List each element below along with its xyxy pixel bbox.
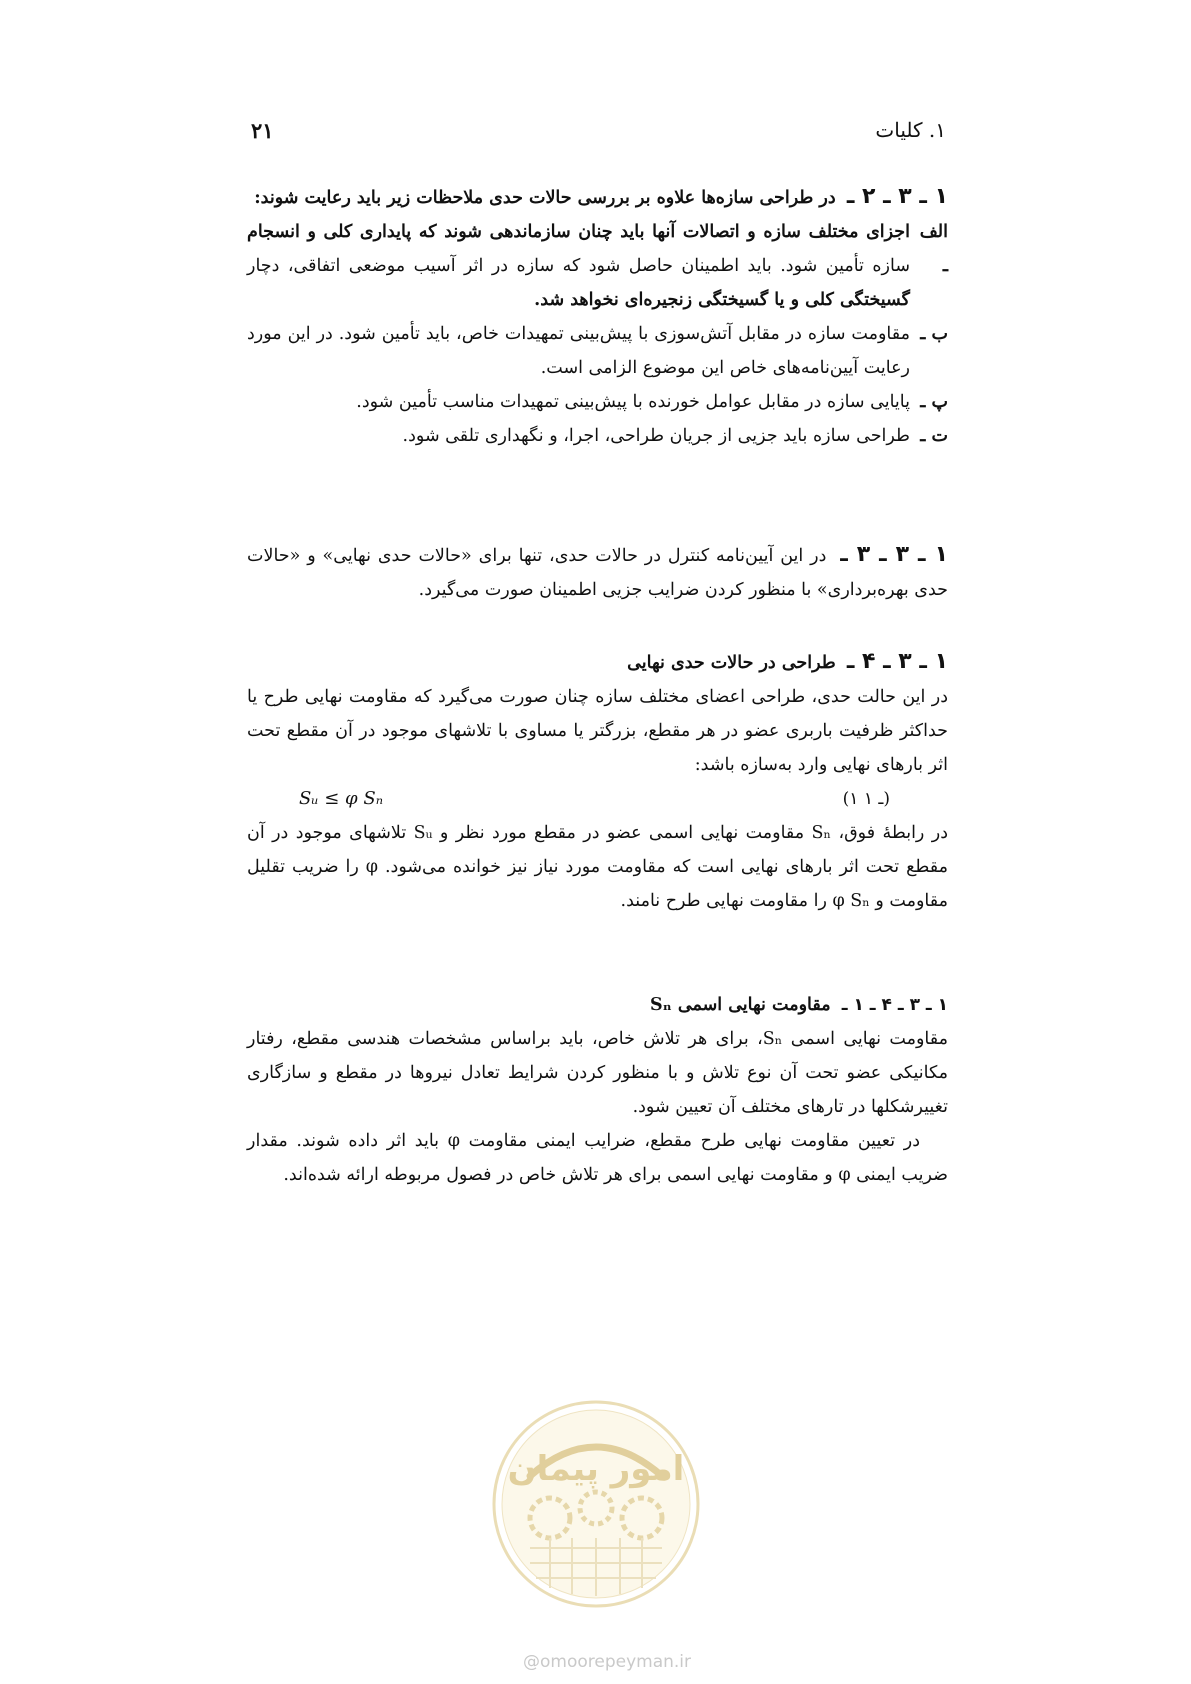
- paragraph: مقاومت نهایی اسمی Sₙ، برای هر تلاش خاص، باید براساس مشخصات هندسی مقطع، رفتار مکانیکی عضو تحت آن نوع تلاش و با منظور کردن شرایط تعادل نیروها در مقطع و سازگاری تغییرشکلها در تارهای مختلف آن تعیین شود.: [247, 1029, 948, 1117]
- item-label: الف ـ: [919, 222, 948, 276]
- section-1-3-4-1: [247, 988, 948, 1192]
- section-1-3-2: [247, 180, 948, 453]
- equation-number: (۱ ـ ۱): [842, 789, 890, 809]
- section-text: در این آیین‌نامه کنترل در حالات حدی، تنها برای «حالات حدی نهایی» و «حالات حدی بهره‌برداری» با منظور کردن ضرایب جزیی اطمینان صورت می‌گیرد.: [247, 546, 948, 600]
- item-label: ب ـ: [920, 324, 948, 344]
- item-text: پایایی سازه در مقابل عوامل خورنده با پیش‌بینی تمهیدات مناسب تأمین شود.: [356, 392, 910, 412]
- watermark-seal-logo: [490, 1398, 702, 1610]
- section-title: طراحی در حالات حدی نهایی: [627, 653, 836, 673]
- list-item-alef: [247, 215, 948, 317]
- section-number: ۱ ـ ۳ ـ ۴ ـ ۱ ـ: [841, 995, 948, 1015]
- section-1-3-3: [247, 538, 948, 607]
- list-item-pe: [247, 385, 948, 419]
- item-label: ت ـ: [920, 426, 948, 446]
- watermark-url: @omoorepeyman.ir: [522, 1652, 692, 1672]
- item-text: سازه تأمین شود. باید اطمینان حاصل شود که سازه در اثر آسیب موضعی اتفاقی، دچار: [247, 256, 910, 276]
- paragraph: در رابطهٔ فوق، Sₙ مقاومت نهایی اسمی عضو در مقطع مورد نظر و Sᵤ تلاشهای موجود در آن مقطع تحت اثر بارهای نهایی است که مقاومت مورد نیاز نیز خوانده می‌شود. φ را ضریب تقلیل مقاومت و φ Sₙ را مقاومت نهایی طرح نامند.: [247, 823, 948, 911]
- equation-row: [247, 782, 948, 816]
- seal-text: امور پیمان: [507, 1449, 685, 1489]
- equation: Sᵤ ≤ φ Sₙ: [299, 788, 383, 809]
- list-item-te: [247, 419, 948, 453]
- item-text: طراحی سازه باید جزیی از جریان طراحی، اجرا، و نگهداری تلقی شود.: [402, 426, 910, 446]
- section-title: مقاومت نهایی اسمی Sₙ: [650, 995, 831, 1015]
- item-text-bold-tail: گسیختگی کلی و یا گسیختگی زنجیره‌ای نخواهد شد.: [534, 290, 910, 310]
- paragraph: در این حالت حدی، طراحی اعضای مختلف سازه چنان صورت می‌گیرد که مقاومت نهایی طرح یا حداکثر ظرفیت باربری عضو در هر مقطع، بزرگتر یا مساوی با تلاشهای موجود در آن مقطع تحت اثر بارهای نهایی وارد به‌سازه باشد:: [247, 687, 948, 775]
- section-intro: در طراحی سازه‌ها علاوه بر بررسی حالات حدی ملاحظات زیر باید رعایت شوند:: [254, 188, 836, 208]
- section-number: ۱ ـ ۳ ـ ۲ ـ: [846, 184, 948, 209]
- paragraph: در تعیین مقاومت نهایی طرح مقطع، ضرایب ایمنی مقاومت φ باید اثر داده شوند. مقدار ضریب ایمنی φ و مقاومت نهایی اسمی برای هر تلاش خاص در فصول مربوطه ارائه شده‌اند.: [247, 1131, 948, 1185]
- chapter-title: ۱. کلیات: [875, 118, 946, 142]
- section-number: ۱ ـ ۳ ـ ۳ ـ: [840, 542, 948, 567]
- list-item-be: [247, 317, 948, 385]
- page-number: ۲۱: [251, 118, 274, 143]
- item-text: مقاومت سازه در مقابل آتش‌سوزی با پیش‌بینی تمهیدات خاص، باید تأمین شود. در این مورد رعایت آیین‌نامه‌های خاص این موضوع الزامی است.: [247, 324, 910, 378]
- section-number: ۱ ـ ۳ ـ ۴ ـ: [846, 649, 948, 674]
- item-text-bold: اجزای مختلف سازه و اتصالات آنها باید چنان سازماندهی شوند که پایداری کلی و انسجام: [247, 222, 910, 242]
- item-label: پ ـ: [920, 392, 948, 412]
- section-1-3-4: [247, 645, 948, 918]
